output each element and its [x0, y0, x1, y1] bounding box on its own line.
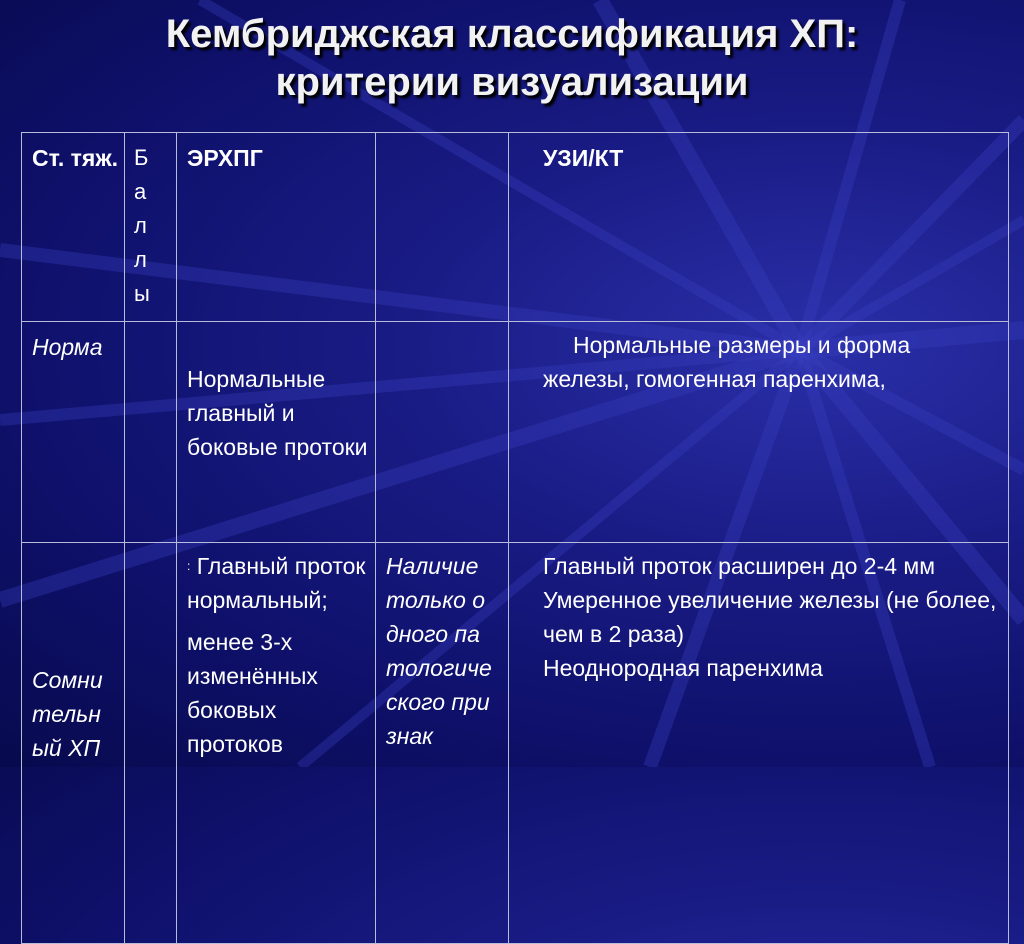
row-doubtful-stage: Сомнительный ХП [22, 543, 125, 944]
table-header-row [22, 133, 1009, 322]
header-stage: Ст. тяж. [22, 133, 125, 322]
header-ercp: ЭРХПГ [177, 133, 376, 322]
row-doubtful-ercp: : Главный проток нормальный; менее 3-х изменённых боковых протоков [177, 543, 376, 944]
slide-title [0, 10, 1024, 106]
header-us-ct: УЗИ/КТ [509, 133, 1009, 322]
row-normal-us-ct: Нормальные размеры и форма железы, гомогенная паренхима, [509, 322, 1009, 543]
header-extra [376, 133, 509, 322]
table-row [22, 322, 1009, 543]
row-normal-points [125, 322, 177, 543]
row-doubtful-points [125, 543, 177, 944]
header-points: Баллы [125, 133, 177, 322]
ercp-marker: : [187, 559, 191, 573]
classification-table [21, 132, 1009, 944]
title-line-1: Кембриджская классификация ХП: [165, 12, 859, 56]
row-normal-stage: Норма [22, 322, 125, 543]
table-row [22, 543, 1009, 944]
row-normal-ercp: Нормальные главный и боковые протоки [177, 322, 376, 543]
row-doubtful-us-ct: Главный проток расширен до 2-4 мм Умеренное увеличение железы (не более, чем в 2 раза) Неоднородная паренхима [509, 543, 1009, 944]
row-normal-extra [376, 322, 509, 543]
row-doubtful-extra: Наличие только одного патологического признак [376, 543, 509, 944]
title-line-2: критерии визуализации [275, 60, 749, 104]
